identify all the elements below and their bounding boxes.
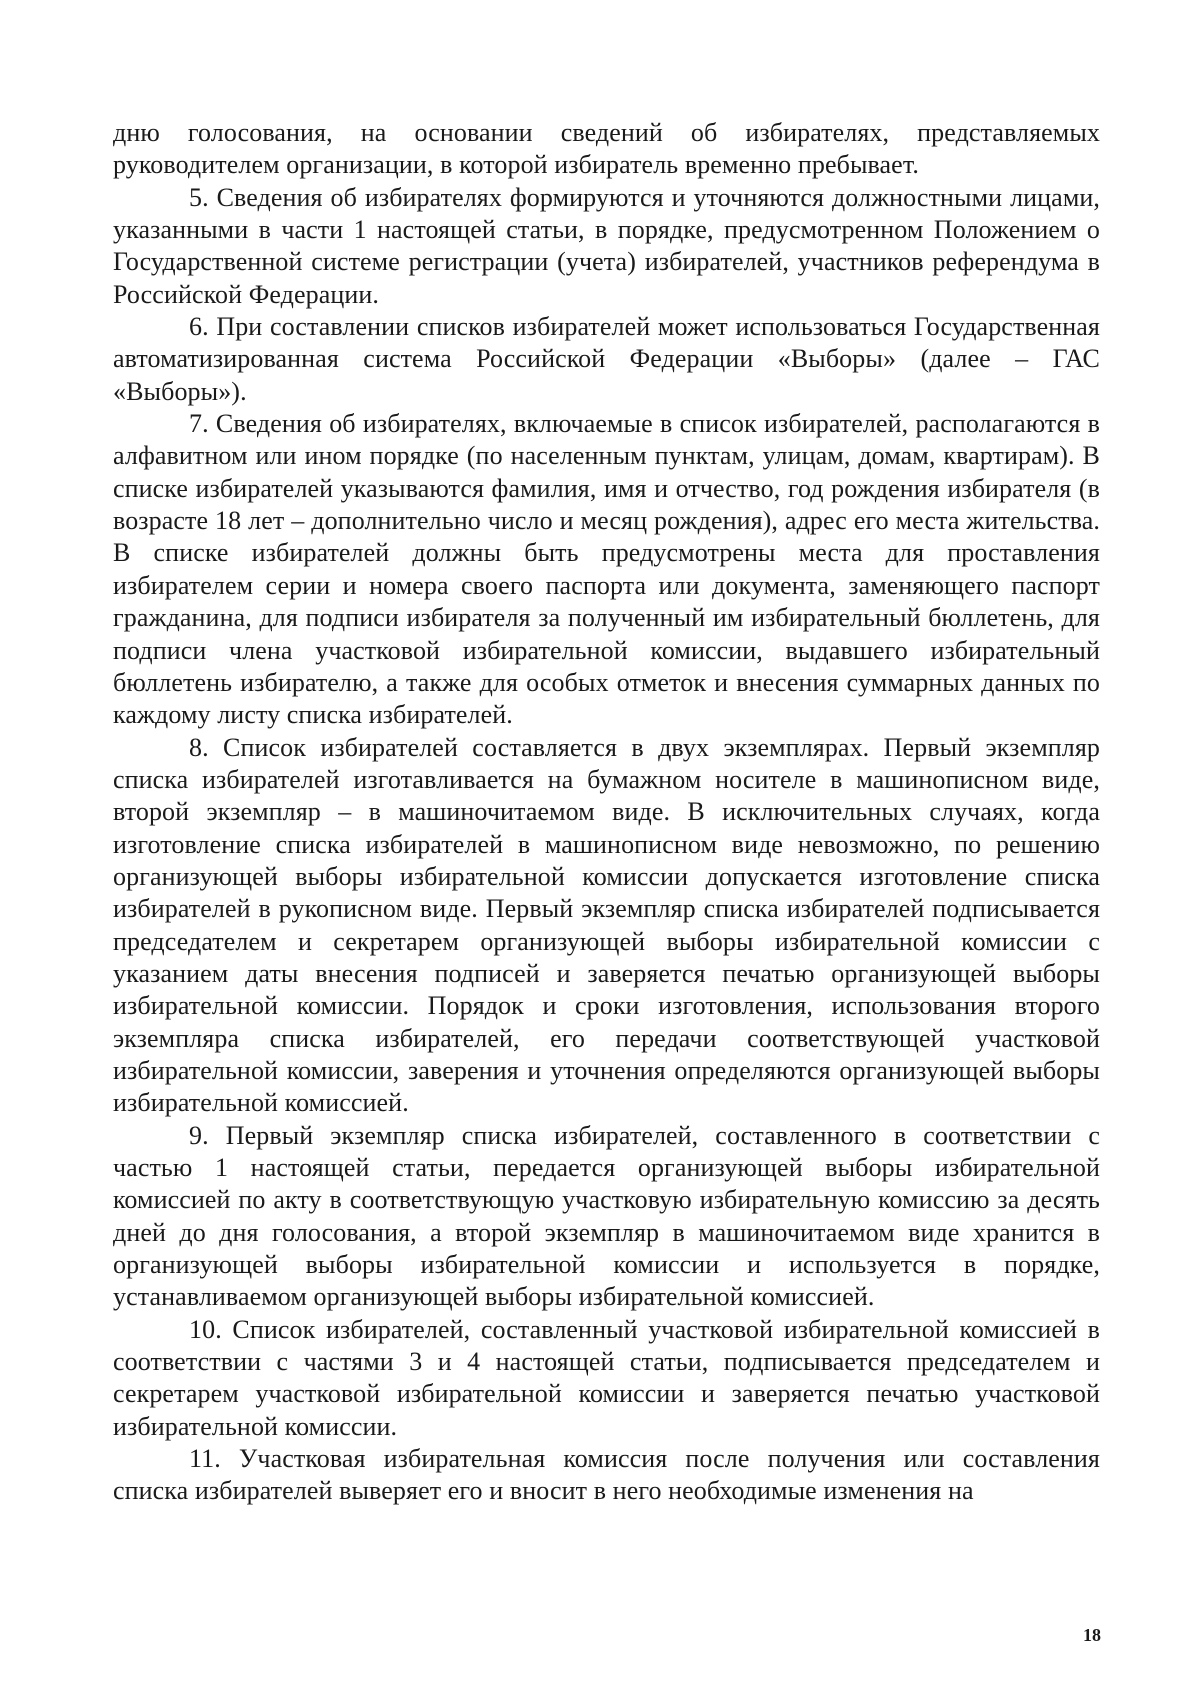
paragraph-10: 10. Список избирателей, составленный участковой избирательной комиссией в соответствии с частями 3 и 4 настоящей статьи, подписывается председателем и секретарем участковой избирательной комиссии и заверяется печатью участковой избирательной комиссии.	[113, 1314, 1100, 1441]
document-body	[113, 117, 1100, 1508]
paragraph-5: 5. Сведения об избирателях формируются и уточняются должностными лицами, указанными в части 1 настоящей статьи, в порядке, предусмотренном Положением о Государственной системе регистрации (учета) избирателей, участников референдума в Российской Федерации.	[113, 182, 1100, 309]
paragraph-9: 9. Первый экземпляр списка избирателей, составленного в соответствии с частью 1 настоящей статьи, передается организующей выборы избирательной комиссией по акту в соответствующую участковую избирательную комиссию за десять дней до дня голосования, а второй экземпляр в машиночитаемом виде хранится в организующей выборы избирательной комиссии и используется в порядке, устанавливаемом организующей выборы избирательной комиссией.	[113, 1120, 1100, 1312]
page-number: 18	[1083, 1625, 1101, 1645]
paragraph-6: 6. При составлении списков избирателей может использоваться Государственная автоматизированная система Российской Федерации «Выборы» (далее – ГАС «Выборы»).	[113, 312, 1100, 406]
paragraph-8: 8. Список избирателей составляется в двух экземплярах. Первый экземпляр списка избирателей изготавливается на бумажном носителе в машинописном виде, второй экземпляр – в машиночитаемом виде. В исключительных случаях, когда изготовление списка избирателей в машинописном виде невозможно, по решению организующей выборы избирательной комиссии допускается изготовление списка избирателей в рукописном виде. Первый экземпляр списка избирателей подписывается председателем и секретарем организующей выборы избирательной комиссии с указанием даты внесения подписей и заверяется печатью организующей выборы избирательной комиссии. Порядок и сроки изготовления, использования второго экземпляра списка избирателей, его передачи соответствующей участковой избирательной комиссии, заверения и уточнения определяются организующей выборы избирательной комиссией.	[113, 732, 1100, 1118]
paragraph-11: 11. Участковая избирательная комиссия после получения или составления списка избирателей выверяет его и вносит в него необходимые изменения на	[113, 1444, 1100, 1506]
paragraph-7: 7. Сведения об избирателях, включаемые в список избирателей, располагаются в алфавитном или ином порядке (по населенным пунктам, улицам, домам, квартирам). В списке избирателей указываются фамилия, имя и отчество, год рождения избирателя (в возрасте 18 лет – дополнительно число и месяц рождения), адрес его места жительства. В списке избирателей должны быть предусмотрены места для проставления избирателем серии и номера своего паспорта или документа, заменяющего паспорт гражданина, для подписи избирателя за полученный им избирательный бюллетень, для подписи члена участковой избирательной комиссии, выдавшего избирательный бюллетень избирателю, а также для особых отметок и внесения суммарных данных по каждому листу списка избирателей.	[113, 409, 1100, 730]
paragraph-continuation: дню голосования, на основании сведений об избирателях, представляемых руководителем организации, в которой избиратель временно пребывает.	[113, 118, 1100, 180]
